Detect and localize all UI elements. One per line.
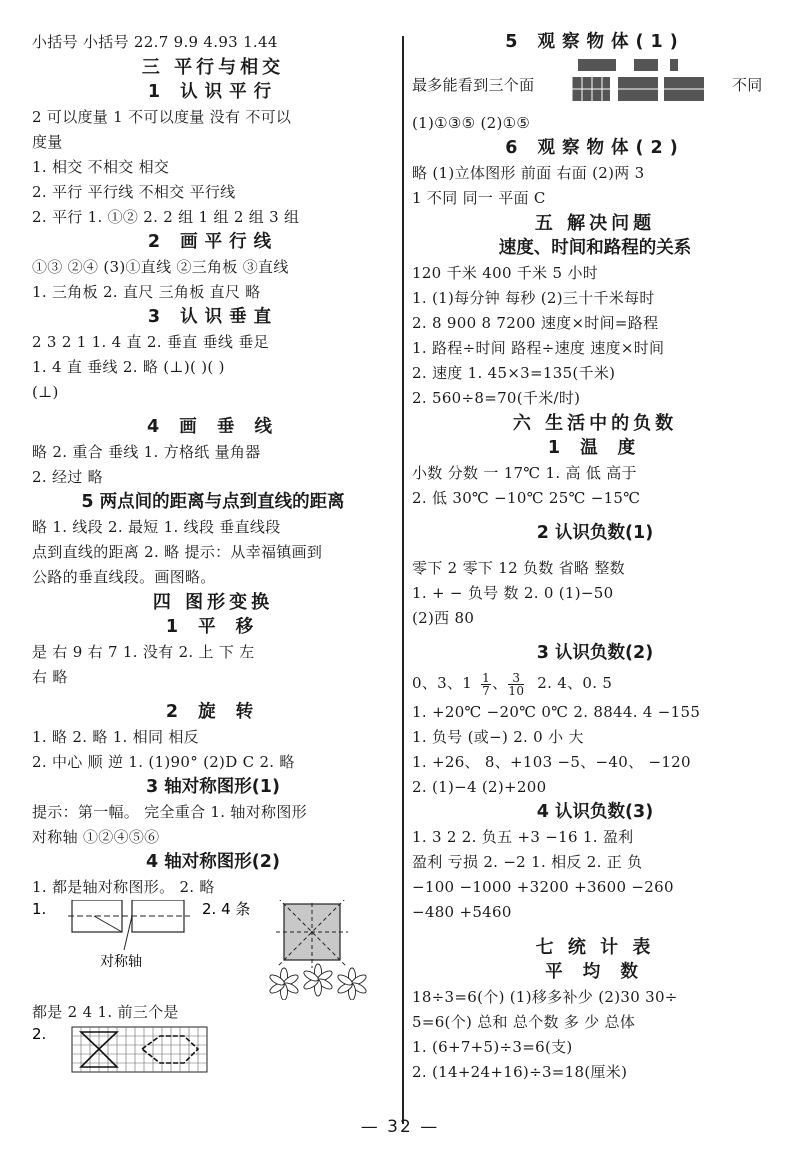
answer-line: 2. (1)−4 (2)+200 (412, 778, 547, 796)
answer-line: 1. 4 直 垂线 2. 略 (⊥)( )( ) (32, 358, 225, 376)
answer-line: 度量 (32, 133, 63, 151)
answer-line: 略 1. 线段 2. 最短 1. 线段 垂直线段 (32, 518, 281, 536)
lesson-heading: 速度、时间和路程的关系 (498, 238, 692, 258)
observe-line (412, 55, 778, 111)
answer-line: 1. 略 2. 略 1. 相同 相反 (32, 728, 199, 746)
answer-line: 1. (1)每分钟 每秒 (2)三十千米每时 (412, 289, 655, 307)
lesson-heading: 4 认识负数(3) (536, 802, 654, 822)
page-number: — 32 — (360, 1117, 440, 1137)
lesson-heading: 4 画 垂 线 (147, 417, 279, 437)
observe-text: 最多能看到三个面 (412, 76, 535, 94)
lesson-heading: 平 均 数 (545, 962, 645, 982)
answer-line: 1. + − 负号 数 2. 0 (1)−50 (412, 584, 614, 602)
answer-line: 1. 相交 不相交 相交 (32, 158, 170, 176)
spacer (32, 690, 394, 700)
answer-line: 2. (14+24+16)÷3=18(厘米) (412, 1063, 628, 1081)
answer-line: 右 略 (32, 668, 68, 686)
fraction-three-tenths-numerator: 3 (508, 672, 524, 685)
answer-line: 120 千米 400 千米 5 小时 (412, 264, 599, 282)
spacer (412, 546, 778, 556)
grid-figure-drawing (32, 1025, 394, 1073)
answer-line: 18÷3=6(个) (1)移多补少 (2)30 30÷ (412, 988, 678, 1006)
grid-figure (32, 1025, 394, 1073)
flower-shape-2 (302, 964, 333, 996)
fraction-prefix: 0、3、1 (412, 674, 473, 692)
fraction-three-tenths-denominator: 10 (508, 683, 525, 698)
symmetry-figures-drawing (32, 900, 394, 1000)
lesson-heading: 2 认识负数(1) (536, 523, 654, 543)
fraction-line (412, 666, 778, 700)
answer-line: 1. 都是轴对称图形。 2. 略 (32, 878, 215, 896)
observe-suffix: 不同 (732, 76, 763, 94)
fraction-three-tenths (508, 672, 524, 697)
lesson-heading: 5 两点间的距离与点到直线的距离 (81, 492, 345, 512)
answer-line: 1. +20℃ −20℃ 0℃ 2. 8844. 4 −155 (412, 703, 701, 721)
answer-line: 1. (6+7+5)÷3=6(支) (412, 1038, 573, 1056)
answer-line: 1 不同 同一 平面 C (412, 189, 546, 207)
answer-line: 2 3 2 1 1. 4 直 2. 垂直 垂线 垂足 (32, 333, 269, 351)
spacer (32, 405, 394, 415)
answer-line: 2. 低 30℃ −10℃ 25℃ −15℃ (412, 489, 641, 507)
pointer-line (124, 916, 132, 950)
answer-line: −100 −1000 +3200 +3600 −260 (412, 878, 674, 896)
symmetry-figures (32, 900, 394, 1000)
figure-label: 2. (32, 1025, 47, 1043)
fraction-separator: 、 (492, 674, 508, 692)
fraction-one-seventh (481, 672, 491, 697)
fraction-one-seventh-denominator: 7 (482, 683, 491, 698)
answer-line: (1)①③⑤ (2)①⑤ (412, 114, 531, 132)
spacer (412, 511, 778, 521)
answer-line: ①③ ②④ (3)①直线 ②三角板 ③直线 (32, 258, 289, 276)
answer-line: 零下 2 零下 12 负数 省略 整数 (412, 559, 625, 577)
lesson-heading: 1 平 移 (165, 617, 261, 637)
answer-line: 2. 速度 1. 45×3=135(千米) (412, 364, 616, 382)
answer-line: 1. +26、 8、+103 −5、−40、 −120 (412, 753, 691, 771)
lesson-heading: 6 观察物体(2) (505, 138, 685, 158)
unit-heading: 六 生活中的负数 (512, 413, 678, 434)
fraction-suffix: 2. 4、0. 5 (537, 674, 613, 692)
fraction-one-seventh-numerator: 1 (482, 670, 491, 685)
answer-line: 提示：第一幅。 完全重合 1. 轴对称图形 (32, 803, 307, 821)
answer-line: 5=6(个) 总和 总个数 多 少 总体 (412, 1013, 636, 1031)
answer-line: 点到直线的距离 2. 略 提示：从幸福镇画到 (32, 543, 323, 561)
lesson-heading: 3 轴对称图形(1) (146, 777, 280, 797)
flower-shape-3 (336, 968, 367, 1000)
lesson-heading: 2 画平行线 (147, 232, 279, 252)
answer-line: 2. 8 900 8 7200 速度×时间=路程 (412, 314, 659, 332)
answer-line: −480 +5460 (412, 903, 512, 921)
lesson-heading: 1 认识平行 (147, 82, 279, 102)
column-divider (402, 36, 404, 1124)
unit-heading: 四 图形变换 (152, 592, 274, 613)
lesson-heading: 1 温 度 (547, 438, 643, 458)
answer-line: 盈利 亏损 2. −2 1. 相反 2. 正 负 (412, 853, 643, 871)
cube-block-1 (578, 59, 616, 71)
answer-line: 1. 三角板 2. 直尺 三角板 直尺 略 (32, 283, 261, 301)
answer-line: 略 (1)立体图形 前面 右面 (2)两 3 (412, 164, 645, 182)
answer-line: 1. 3 2 2. 负五 +3 −16 1. 盈利 (412, 828, 634, 846)
answer-line: 2. 经过 略 (32, 468, 103, 486)
cube-block-3 (670, 59, 678, 71)
answer-line: 小括号 小括号 22.7 9.9 4.93 1.44 (32, 33, 278, 51)
unit-heading: 七 统 计 表 (535, 937, 655, 958)
spacer (412, 925, 778, 935)
answer-line: 2. 560÷8=70(千米/时) (412, 389, 581, 407)
answer-text: 2. 4 条 (202, 900, 251, 918)
right-column (412, 30, 778, 1085)
answer-line: 对称轴 ①②④⑤⑥ (32, 828, 160, 846)
answer-line: 2. 中心 顺 逆 1. (1)90° (2)D C 2. 略 (32, 753, 295, 771)
spacer (412, 631, 778, 641)
left-column (32, 30, 394, 1073)
answer-line: 2. 平行 1. ①② 2. 2 组 1 组 2 组 3 组 (32, 208, 300, 226)
lesson-heading: 2 旋 转 (165, 702, 261, 722)
lesson-heading: 3 认识垂直 (147, 307, 279, 327)
unit-heading: 三 平行与相交 (141, 57, 285, 78)
answer-line: 2 可以度量 1 不可以度量 没有 不可以 (32, 108, 292, 126)
answer-line: 都是 2 4 1. 前三个是 (32, 1003, 179, 1021)
lesson-heading: 5 观察物体(1) (505, 32, 685, 52)
axis-label: 对称轴 (100, 954, 142, 970)
answer-line: 略 2. 重合 垂线 1. 方格纸 量角器 (32, 443, 261, 461)
answer-line: 小数 分数 一 17℃ 1. 高 低 高于 (412, 464, 637, 482)
lesson-heading: 4 轴对称图形(2) (146, 852, 280, 872)
flower-shape-1 (268, 968, 299, 1000)
answer-line: 公路的垂直线段。画图略。 (32, 568, 216, 586)
grid-border (72, 1027, 207, 1072)
answer-line: (⊥) (32, 383, 59, 401)
cube-views (570, 55, 720, 105)
answer-line: 1. 路程÷时间 路程÷速度 速度×时间 (412, 339, 665, 357)
lesson-heading: 3 认识负数(2) (536, 643, 654, 663)
answer-line: 1. 负号 (或−) 2. 0 小 大 (412, 728, 584, 746)
answer-line: 2. 平行 平行线 不相交 平行线 (32, 183, 236, 201)
answer-line: 是 右 9 右 7 1. 没有 2. 上 下 左 (32, 643, 255, 661)
cube-block-2 (634, 59, 658, 71)
unit-heading: 五 解决问题 (534, 213, 656, 234)
answer-line: (2)西 80 (412, 609, 475, 627)
figure-label: 1. (32, 900, 47, 918)
